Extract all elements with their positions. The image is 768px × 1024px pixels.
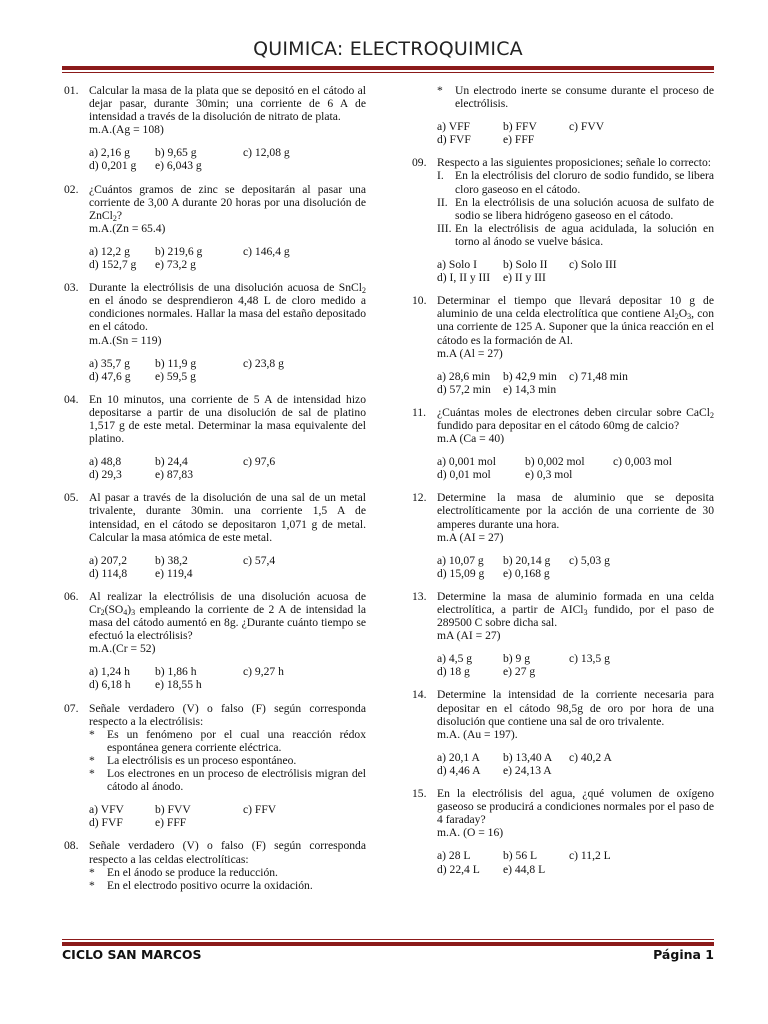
subscript: 2 <box>710 410 714 420</box>
question-text: Determinar el tiempo que llevará depositar 10 g de aluminio de una celda electrolítica que contiene Al <box>437 294 714 321</box>
option-d: d) FVF <box>89 816 123 830</box>
statement-text: En la electrólisis de agua acidulada, la solución en torno al ánodo se vuelve básica. <box>455 221 714 248</box>
question-15 <box>412 787 714 876</box>
question-text-end: en el ánodo se desprendieron 4,48 L de cloro medido a condiciones normales. Hallar la masa del estaño depositado en el cátodo. <box>89 294 366 334</box>
roman-numeral: III. <box>437 221 452 235</box>
option-a: a) 4,5 g <box>437 652 473 666</box>
statement <box>437 169 714 195</box>
statement-text: En el ánodo se produce la reducción. <box>107 865 278 879</box>
question-number: 14. <box>412 688 427 702</box>
option-c: c) 57,4 <box>243 553 276 567</box>
statement-text: Los electrones en un proceso de electrólisis migran del cátodo al ánodo. <box>107 767 366 794</box>
bullet: * <box>89 727 95 741</box>
option-c: c) 71,48 min <box>569 369 628 383</box>
option-e: e) 27 g <box>503 665 536 679</box>
option-d: d) 4,46 A <box>437 763 481 777</box>
option-e: e) 44,8 L <box>503 862 546 876</box>
question-text: Señale verdadero (V) o falso (F) según corresponda respecto a la electrólisis: <box>89 701 366 728</box>
header <box>62 38 714 60</box>
options <box>437 652 714 678</box>
subscript: 3 <box>687 312 692 322</box>
statement-text: En el electrodo positivo ocurre la oxidación. <box>107 878 313 892</box>
statement <box>437 222 714 248</box>
option-b: b) 13,40 A <box>503 750 553 764</box>
question-number: 03. <box>64 281 79 295</box>
option-d: d) 47,6 g <box>89 369 131 383</box>
question-text: Calcular la masa de la plata que se depositó en el cátodo al dejar pasar, durante 30min; una corriente de 6 A de intensidad a través de la disolución de nitrato de plata. <box>89 84 366 124</box>
option-d: d) 152,7 g <box>89 258 137 272</box>
question-text: ¿Cuántas moles de electrones deben circular sobre CaCl <box>437 405 710 419</box>
question-text: Respecto a las siguientes proposiciones; señale lo correcto: <box>437 156 711 170</box>
question-text: Determine la masa de aluminio formada en una celda electrolítica, a partir de AICl <box>437 589 714 616</box>
option-c: c) FFV <box>243 803 277 817</box>
option-b: b) 9 g <box>503 652 531 666</box>
question-08-continued <box>412 84 714 146</box>
statement-text: Un electrodo inerte se consume durante el proceso de electrólisis. <box>455 84 714 111</box>
question-number: 07. <box>64 701 79 715</box>
atomic-mass: m.A.(Zn = 65.4) <box>89 221 166 235</box>
options <box>437 751 714 777</box>
question-text-end: , con una corriente de 125 A. Suponer que la única reacción en el cátodo es la formación de Al. <box>437 307 714 347</box>
option-b: b) 1,86 h <box>155 665 197 679</box>
question-text-part: O <box>678 307 688 321</box>
question-14 <box>412 688 714 777</box>
option-a: a) 207,2 <box>89 553 127 567</box>
subscript: 2 <box>112 213 117 223</box>
question-02 <box>64 183 366 272</box>
atomic-mass: m.A (AI = 27) <box>437 530 504 544</box>
option-e: e) FFF <box>155 816 187 830</box>
option-a: a) 20,1 A <box>437 750 480 764</box>
options <box>89 455 366 481</box>
question-text: Durante la electrólisis de una disolución acuosa de SnCl <box>89 281 362 295</box>
option-c: c) 97,6 <box>243 455 276 469</box>
option-b: b) 0,002 mol <box>525 455 585 469</box>
subscript: 4 <box>123 608 128 617</box>
options <box>89 554 366 580</box>
option-e: e) 0,168 g <box>503 566 550 580</box>
subscript: 3 <box>583 608 588 617</box>
options <box>437 370 714 396</box>
option-c: c) 11,2 L <box>569 849 611 863</box>
question-05 <box>64 491 366 580</box>
statement <box>89 767 366 793</box>
option-a: a) VFV <box>89 803 124 817</box>
option-a: a) 28 L <box>437 849 471 863</box>
option-d: d) 0,201 g <box>89 159 137 173</box>
subscript: 3 <box>131 608 136 617</box>
option-b: b) 11,9 g <box>155 356 197 370</box>
options <box>437 120 714 146</box>
option-a: a) 28,6 min <box>437 369 491 383</box>
question-12 <box>412 491 714 580</box>
page-title: QUIMICA: ELECTROQUIMICA <box>253 38 523 60</box>
question-01 <box>64 84 366 173</box>
question-number: 13. <box>412 589 427 603</box>
option-c: c) 5,03 g <box>569 553 610 567</box>
option-a: a) Solo I <box>437 258 477 272</box>
option-d: d) 114,8 <box>89 566 128 580</box>
question-09 <box>412 156 714 284</box>
option-b: b) 20,14 g <box>503 553 551 567</box>
statement <box>89 866 366 879</box>
option-a: a) 48,8 <box>89 455 122 469</box>
question-number: 11. <box>412 405 427 419</box>
atomic-mass: m.A.(Cr = 52) <box>89 642 156 656</box>
header-rule <box>62 66 714 70</box>
right-column <box>412 84 714 886</box>
footer-rule-thin <box>62 939 714 940</box>
options <box>89 146 366 172</box>
options <box>89 665 366 691</box>
atomic-mass: m.A. (Au = 197). <box>437 727 518 741</box>
option-a: a) 12,2 g <box>89 244 130 258</box>
question-number: 06. <box>64 589 79 603</box>
statement <box>437 84 714 110</box>
page-number: Página 1 <box>653 947 714 962</box>
option-b: b) FVV <box>155 803 191 817</box>
question-11 <box>412 406 714 481</box>
question-number: 04. <box>64 392 79 406</box>
option-c: c) 13,5 g <box>569 652 610 666</box>
option-a: a) VFF <box>437 120 470 134</box>
question-text: En 10 minutos, una corriente de 5 A de intensidad hizo depositarse a partir de una disolución de sal de platino 1,517 g de este metal. Determinar la masa equivalente del platino. <box>89 392 366 446</box>
question-number: 09. <box>412 156 427 170</box>
option-d: d) 57,2 min <box>437 382 491 396</box>
option-d: d) I, II y III <box>437 271 491 285</box>
statement-text: En la electrólisis de una solución acuosa de sulfato de sodio se libera hidrógeno gaseoso en el cátodo. <box>455 195 714 222</box>
option-c: c) Solo III <box>569 258 617 272</box>
option-a: a) 0,001 mol <box>437 455 496 469</box>
option-e: e) II y III <box>503 271 546 285</box>
footer <box>62 947 714 962</box>
question-text-part: (SO <box>104 603 124 616</box>
question-07 <box>64 702 366 830</box>
option-e: e) 14,3 min <box>503 382 557 396</box>
question-06 <box>64 590 366 692</box>
option-c: c) 9,27 h <box>243 665 284 679</box>
question-number: 02. <box>64 182 79 196</box>
atomic-mass: m.A (Ca = 40) <box>437 432 505 446</box>
spacer <box>412 84 437 110</box>
option-b: b) 42,9 min <box>503 369 557 383</box>
option-e: e) 119,4 <box>155 566 193 580</box>
options <box>437 554 714 580</box>
option-d: d) 29,3 <box>89 468 122 482</box>
statement <box>89 879 366 892</box>
left-column <box>64 84 366 902</box>
statement <box>89 754 366 767</box>
subscript: 2 <box>362 286 366 296</box>
options <box>437 849 714 875</box>
option-e: e) FFF <box>503 133 535 147</box>
question-text: Determine la masa de aluminio que se deposita electrolíticamente por la acción de una corriente de 30 amperes durante una hora. <box>437 491 714 531</box>
bullet: * <box>89 767 95 781</box>
question-10 <box>412 294 714 396</box>
question-text-end: fundido, por el paso de 289500 C sobre dicha sal. <box>437 603 714 630</box>
question-text-part: ) <box>127 603 132 616</box>
header-rule-thin <box>62 72 714 73</box>
question-text-end: empleando la corriente de 2 A de intensidad la masa del cátodo aumentó en 8g. ¿Durante cuánto tiempo se efectuó la electrólisis? <box>89 603 366 643</box>
option-c: c) 146,4 g <box>243 244 290 258</box>
question-text: Señale verdadero (V) o falso (F) según corresponda respecto a las celdas electrolíticas: <box>89 839 366 866</box>
question-13 <box>412 590 714 679</box>
option-c: c) 40,2 A <box>569 750 612 764</box>
statement <box>89 728 366 754</box>
atomic-mass: m.A. (O = 16) <box>437 826 504 840</box>
atomic-mass: m.A (Al = 27) <box>437 346 503 360</box>
bullet: * <box>89 753 95 767</box>
option-c: c) 23,8 g <box>243 356 284 370</box>
footer-left: CICLO SAN MARCOS <box>62 947 202 962</box>
question-03 <box>64 281 366 383</box>
atomic-mass: m.A.(Ag = 108) <box>89 123 164 137</box>
bullet: * <box>89 865 95 879</box>
atomic-mass: m.A.(Sn = 119) <box>89 333 162 347</box>
question-number: 08. <box>64 839 79 853</box>
options <box>89 803 366 829</box>
statement <box>437 196 714 222</box>
question-text: En la electrólisis del agua, ¿qué volumen de oxígeno gaseoso se producirá a condiciones normales por el paso de 4 faraday? <box>437 787 714 827</box>
option-d: d) 22,4 L <box>437 862 480 876</box>
option-e: e) 73,2 g <box>155 258 196 272</box>
option-d: d) FVF <box>437 133 471 147</box>
option-c: c) FVV <box>569 120 605 134</box>
question-number: 15. <box>412 787 427 801</box>
option-b: b) 56 L <box>503 849 538 863</box>
statement-text: La electrólisis es un proceso espontáneo. <box>107 753 297 767</box>
question-text: Al pasar a través de la disolución de una sal de un metal trivalente, durante 30min. una corriente 1,5 A de intensidad, en el cátodo se depositaron 1,071 g de metal. Calcular la masa atómica de este metal. <box>89 491 366 544</box>
bullet: * <box>437 84 443 97</box>
options <box>89 357 366 383</box>
question-number: 01. <box>64 84 79 97</box>
question-text: Al realizar la electrólisis de una disolución acuosa de Cr <box>89 589 366 616</box>
option-d: d) 18 g <box>437 665 470 679</box>
option-e: e) 87,83 <box>155 468 193 482</box>
option-b: b) 9,65 g <box>155 146 197 160</box>
question-text: ¿Cuántos gramos de zinc se depositarán al pasar una corriente de 3,00 A durante 20 horas por una disolución de ZnCl <box>89 182 366 222</box>
option-b: b) Solo II <box>503 258 548 272</box>
question-04 <box>64 393 366 482</box>
option-e: e) 0,3 mol <box>525 468 573 482</box>
options <box>89 245 366 271</box>
option-d: d) 15,09 g <box>437 566 485 580</box>
roman-numeral: II. <box>437 195 448 209</box>
statement-text: En la electrólisis del cloruro de sodio fundido, se libera cloro gaseoso en el cátodo. <box>455 169 714 196</box>
roman-numeral: I. <box>437 169 444 183</box>
question-number: 10. <box>412 294 427 308</box>
options <box>437 258 714 284</box>
options <box>437 455 714 481</box>
option-a: a) 1,24 h <box>89 665 130 679</box>
option-a: a) 35,7 g <box>89 356 130 370</box>
option-c: c) 12,08 g <box>243 146 290 160</box>
option-a: a) 2,16 g <box>89 146 130 160</box>
option-e: e) 24,13 A <box>503 763 552 777</box>
question-08 <box>64 839 366 891</box>
atomic-mass: mA (AI = 27) <box>437 629 501 643</box>
statement-text: Es un fenómeno por el cual una reacción rédox espontánea genera corriente eléctrica. <box>107 727 366 754</box>
question-text-end: fundido para depositar en el cátodo 60mg de calcio? <box>437 418 680 432</box>
question-text-end: ? <box>116 208 122 222</box>
bullet: * <box>89 878 95 892</box>
option-e: e) 59,5 g <box>155 369 196 383</box>
option-b: b) FFV <box>503 120 537 134</box>
option-c: c) 0,003 mol <box>613 455 672 469</box>
subscript: 2 <box>674 312 679 322</box>
question-number: 12. <box>412 491 427 505</box>
option-e: e) 18,55 h <box>155 678 202 692</box>
option-d: d) 0,01 mol <box>437 468 491 482</box>
option-b: b) 219,6 g <box>155 244 203 258</box>
option-b: b) 24,4 <box>155 455 188 469</box>
question-number: 05. <box>64 491 79 505</box>
option-a: a) 10,07 g <box>437 553 484 567</box>
question-text: Determine la intensidad de la corriente necesaria para depositar en el cátodo 98,5g de oro por hora de una disolución que contiene una sal de oro trivalente. <box>437 688 714 728</box>
option-d: d) 6,18 h <box>89 678 131 692</box>
subscript: 2 <box>100 608 105 617</box>
footer-rule <box>62 942 714 946</box>
option-e: e) 6,043 g <box>155 159 202 173</box>
option-b: b) 38,2 <box>155 553 188 567</box>
